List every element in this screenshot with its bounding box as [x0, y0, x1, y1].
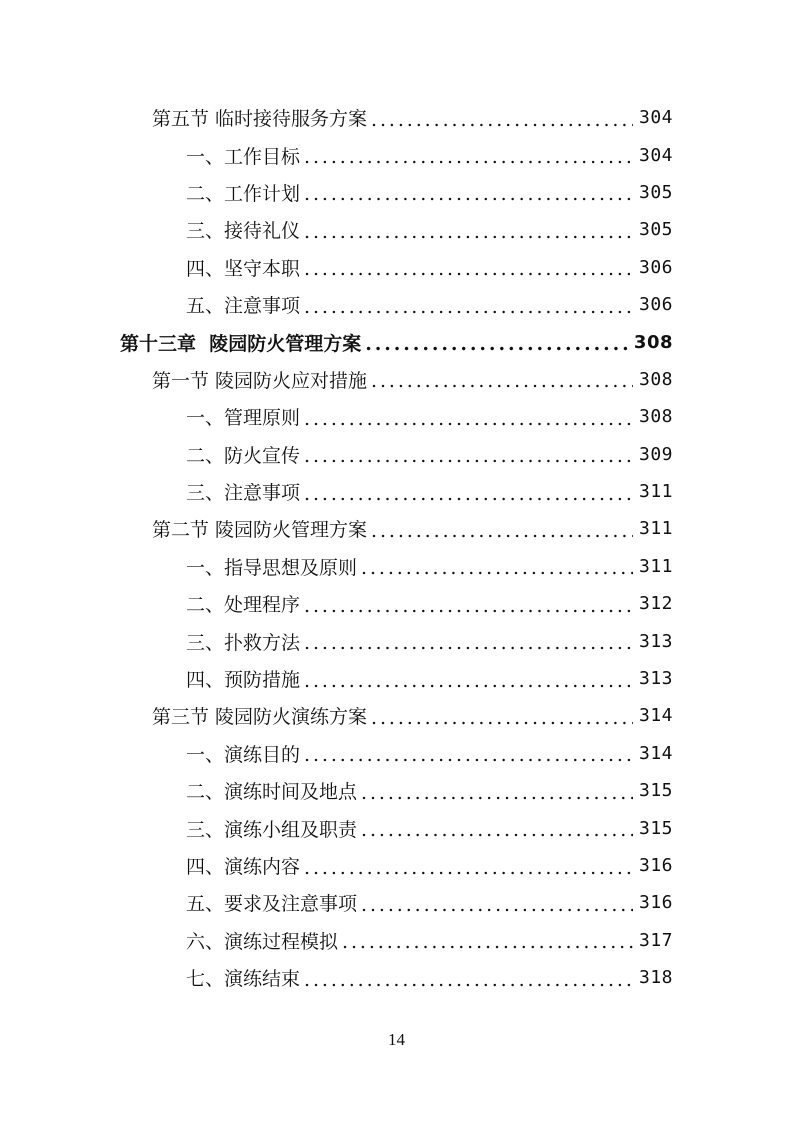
- toc-entry-page: 316: [638, 892, 673, 914]
- toc-leader-dots: [371, 370, 633, 392]
- toc-entry-page: 318: [638, 967, 673, 989]
- toc-entry-page: 311: [638, 555, 673, 577]
- toc-entry-title: 四、坚守本职: [186, 257, 301, 280]
- toc-entry-title: 五、要求及注意事项: [186, 893, 358, 916]
- toc-entry-page: 306: [638, 294, 673, 316]
- toc-entry-title: 五、注意事项: [186, 295, 301, 318]
- toc-entry-page: 304: [638, 144, 673, 166]
- toc-entry[interactable]: [0, 473, 793, 510]
- toc-leader-dots: [304, 744, 633, 766]
- toc-entry-page: 316: [638, 855, 673, 876]
- toc-entry[interactable]: [0, 660, 793, 697]
- toc-entry[interactable]: [0, 323, 793, 360]
- toc-leader-dots: [304, 146, 633, 168]
- toc-leader-dots: [304, 632, 633, 654]
- toc-leader-dots: [371, 520, 633, 542]
- toc-entry-title: 三、注意事项: [186, 482, 301, 505]
- toc-entry-title: 四、演练内容: [186, 856, 301, 878]
- toc-entry-title: 第五节 临时接待服务方案: [152, 108, 368, 131]
- toc-entry-page: 313: [638, 668, 673, 690]
- toc-entry-title: 第二节 陵园防火管理方案: [152, 519, 368, 542]
- toc-entry-page: 311: [638, 518, 673, 540]
- toc-entry-title: 第三节 陵园防火演练方案: [152, 706, 368, 729]
- toc-leader-dots: [304, 408, 633, 430]
- toc-entry-page: 311: [638, 481, 673, 503]
- toc-entry[interactable]: [0, 249, 793, 286]
- toc-entry-page: 308: [638, 368, 673, 390]
- toc-entry[interactable]: [0, 772, 793, 809]
- page-number: 14: [388, 1030, 405, 1049]
- toc-leader-dots: [361, 782, 633, 804]
- toc-leader-dots: [371, 707, 633, 729]
- toc-leader-dots: [342, 931, 633, 953]
- toc-entry-title: 二、防火宣传: [186, 444, 301, 467]
- toc-leader-dots: [365, 333, 628, 355]
- table-of-contents: [0, 99, 793, 996]
- toc-entry-title: 一、指导思想及原则: [186, 556, 358, 579]
- toc-entry[interactable]: [0, 847, 793, 884]
- toc-entry[interactable]: [0, 922, 793, 959]
- toc-entry[interactable]: [0, 436, 793, 473]
- toc-entry-title: 二、演练时间及地点: [186, 781, 358, 804]
- toc-entry-title: 一、工作目标: [186, 145, 301, 168]
- toc-entry-title: 第十三章 陵园防火管理方案: [120, 332, 362, 355]
- toc-entry-title: 六、演练过程模拟: [186, 930, 339, 953]
- toc-entry[interactable]: [0, 959, 793, 996]
- toc-leader-dots: [361, 894, 633, 916]
- toc-entry[interactable]: [0, 548, 793, 585]
- toc-leader-dots: [304, 969, 633, 991]
- toc-entry[interactable]: [0, 510, 793, 547]
- toc-leader-dots: [304, 183, 633, 205]
- toc-leader-dots: [304, 595, 633, 617]
- toc-entry-page: 315: [638, 817, 673, 839]
- toc-leader-dots: [304, 221, 633, 243]
- toc-leader-dots: [361, 819, 633, 841]
- toc-entry[interactable]: [0, 735, 793, 772]
- toc-leader-dots: [304, 445, 633, 467]
- toc-entry-title: 七、演练结束: [186, 968, 301, 991]
- toc-entry-title: 二、工作计划: [186, 182, 301, 205]
- toc-leader-dots: [304, 296, 633, 318]
- toc-entry-title: 三、演练小组及职责: [186, 818, 358, 841]
- toc-leader-dots: [304, 258, 633, 280]
- toc-entry-page: 305: [638, 219, 673, 241]
- toc-entry[interactable]: [0, 174, 793, 211]
- toc-entry[interactable]: [0, 697, 793, 734]
- toc-entry[interactable]: [0, 884, 793, 921]
- toc-entry[interactable]: [0, 361, 793, 398]
- toc-entry-page: 315: [638, 780, 673, 802]
- toc-entry-title: 三、扑救方法: [186, 631, 301, 654]
- toc-entry-page: 314: [638, 742, 673, 764]
- toc-entry-page: 306: [638, 256, 673, 278]
- toc-entry-page: 313: [638, 630, 673, 652]
- toc-leader-dots: [361, 557, 633, 579]
- toc-entry-page: 314: [638, 705, 673, 727]
- toc-entry-title: 一、演练目的: [186, 743, 301, 766]
- toc-leader-dots: [304, 483, 633, 505]
- toc-entry-title: 三、接待礼仪: [186, 220, 301, 243]
- toc-entry-title: 二、处理程序: [186, 594, 301, 617]
- toc-leader-dots: [304, 670, 633, 692]
- toc-entry-page: 308: [633, 331, 673, 353]
- toc-entry-page: 309: [638, 443, 673, 465]
- toc-entry-title: 四、预防措施: [186, 669, 301, 692]
- toc-entry[interactable]: [0, 398, 793, 435]
- toc-entry[interactable]: [0, 99, 793, 136]
- toc-entry-page: 308: [638, 406, 673, 428]
- toc-entry[interactable]: [0, 286, 793, 323]
- toc-leader-dots: [304, 857, 633, 879]
- toc-entry-title: 第一节 陵园防火应对措施: [152, 369, 368, 392]
- toc-entry-page: 317: [638, 929, 673, 951]
- toc-entry[interactable]: [0, 809, 793, 846]
- toc-entry[interactable]: [0, 622, 793, 659]
- toc-entry[interactable]: [0, 136, 793, 173]
- toc-leader-dots: [371, 109, 633, 131]
- toc-entry[interactable]: [0, 211, 793, 248]
- toc-entry-page: 305: [638, 181, 673, 203]
- toc-entry[interactable]: [0, 585, 793, 622]
- toc-entry-title: 一、管理原则: [186, 407, 301, 430]
- toc-entry-page: 312: [638, 593, 673, 615]
- toc-entry-page: 304: [638, 107, 673, 129]
